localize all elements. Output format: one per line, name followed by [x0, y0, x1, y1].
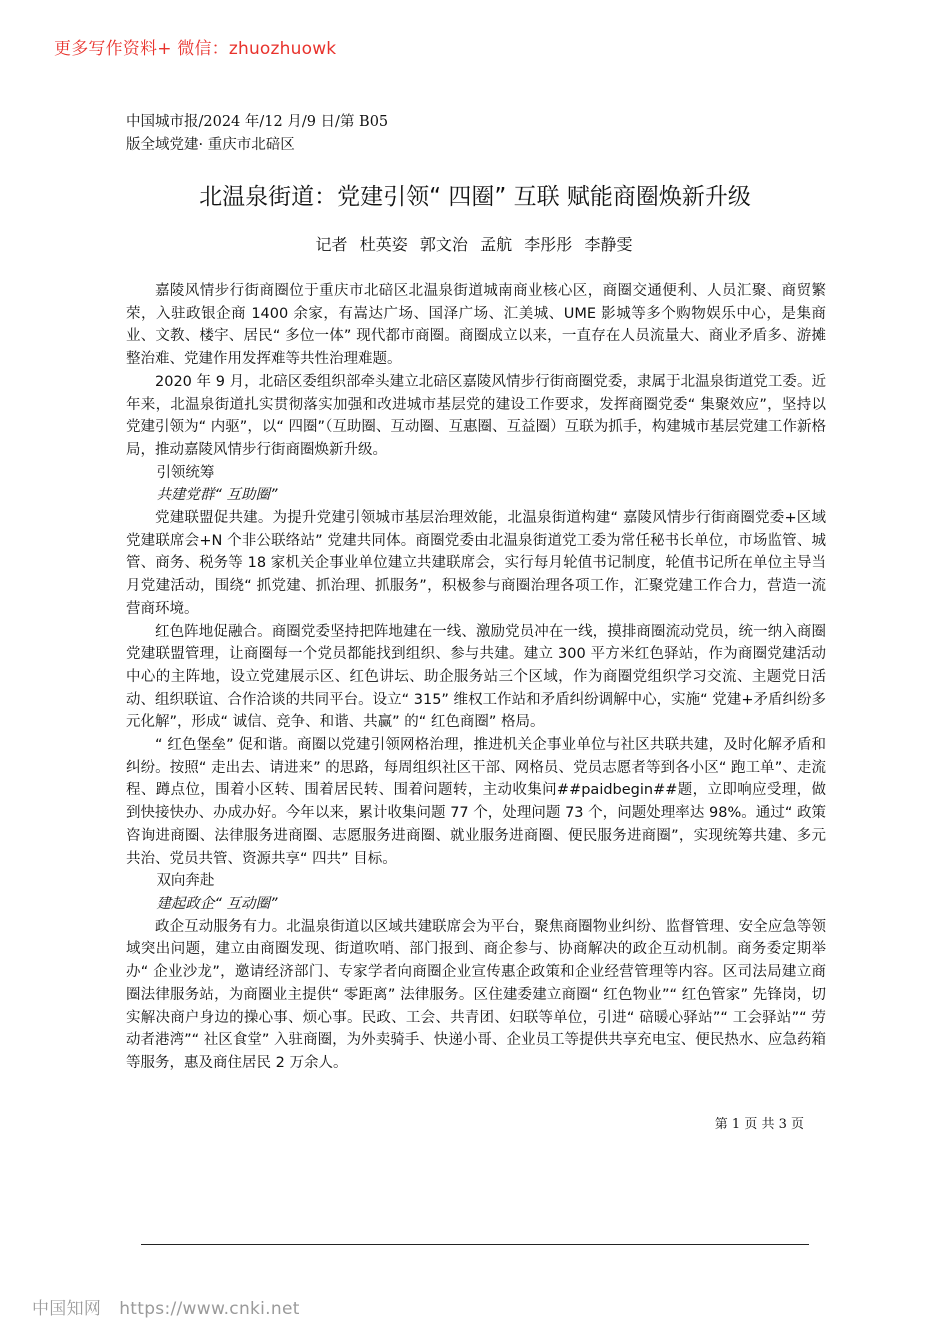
article-body: [126, 280, 826, 1075]
section-heading: 引领统筹: [156, 464, 215, 481]
author-name: 李静雯: [584, 235, 633, 254]
paragraph: 政企互动服务有力。北温泉街道以区域共建联席会为平台，聚焦商圈物业纠纷、监督管理、安全应急等领域突出问题，建立由商圈发现、街道吹哨、部门报到、商企参与、协商解决的政企互动机制。商务委定期举办“ 企业沙龙”，邀请经济部门、专家学者向商圈企业宣传惠企政策和企业经营管理等内容。区司法局建立商圈法律服务站，为商圈业主提供“ 零距离” 法律服务。区住建委建立商圈“ 红色物业”“ 红色管家” 先锋岗，切实解决商户身边的操心事、烦心事。民政、工会、共青团、妇联等单位，引进“ 碚暖心驿站”“ 工会驿站”“ 劳动者港湾”“ 社区食堂” 入驻商圈，为外卖骑手、快递小哥、企业员工等提供共享充电宝、便民热水、应急药箱等服务，惠及商住居民 2 万余人。: [126, 918, 826, 1071]
author-name: 孟航: [480, 235, 513, 254]
source-line-2: 版全域党建· 重庆市北碚区: [126, 137, 295, 153]
section-subheading: 建起政企“ 互动圈”: [156, 895, 278, 912]
author-name: 杜英姿: [359, 235, 408, 254]
section-subheading: 共建党群“ 互助圈”: [156, 487, 278, 504]
paragraph: 嘉陵风情步行街商圈位于重庆市北碚区北温泉街道城南商业核心区，商圈交通便利、人员汇聚、商贸繁荣，入驻政银企商 1400 余家，有嵩达广场、国泽广场、汇美城、UME 影城等多个购物娱乐中心，是集商业、文教、楼宇、居民“ 多位一体” 现代都市商圈。商圈成立以来，一直存在人员流量大、商业矛盾多、游摊整治难、党建作用发挥难等共性治理难题。: [126, 283, 826, 368]
author-name: 郭文治: [419, 235, 468, 254]
promo-banner: 更多写作资料+ 微信：zhuozhuowk: [54, 39, 337, 59]
article-title: 北温泉街道：党建引领“ 四圈” 互联 赋能商圈焕新升级: [199, 184, 751, 210]
watermark-url: https://www.cnki.net: [119, 1299, 300, 1319]
author-line: [0, 232, 950, 255]
paragraph: 2020 年 9 月，北碚区委组织部牵头建立北碚区嘉陵风情步行街商圈党委，隶属于北温泉街道党工委。近年来，北温泉街道扎实贯彻落实加强和改进城市基层党的建设工作要求，发挥商圈党委“ 集聚效应”，坚持以党建引领为“ 内驱”，以“ 四圈”（互助圈、互动圈、互惠圈、互益圈）互联为抓手，构建城市基层党建工作新格局，推动嘉陵风情步行街商圈焕新升级。: [126, 373, 826, 458]
author-label: 记者: [315, 235, 348, 254]
cnki-watermark: [32, 1294, 300, 1319]
watermark-site-name: 中国知网: [32, 1299, 102, 1319]
author-name: 李彤彤: [524, 235, 573, 254]
paragraph: 党建联盟促共建。为提升党建引领城市基层治理效能，北温泉街道构建“ 嘉陵风情步行街商圈党委+区域党建联席会+N 个非公联络站” 党建共同体。商圈党委由北温泉街道党工委为常任秘书长单位，市场监管、城管、商务、税务等 18 家机关企事业单位建立共建联席会，实行每月轮值书记制度，轮值书记所在单位主导当月党建活动，围绕“ 抓党建、抓治理、抓服务”，积极参与商圈治理各项工作，汇聚党建工作合力，营造一流营商环境。: [126, 510, 826, 617]
paragraph: 红色阵地促融合。商圈党委坚持把阵地建在一线、激励党员冲在一线，摸排商圈流动党员，统一纳入商圈党建联盟管理，让商圈每一个党员都能找到组织、参与共建。建立 300 平方米红色驿站，作为商圈党建活动中心的主阵地，设立党建展示区、红色讲坛、助企服务站三个区域，作为商圈党组织学习交流、主题党日活动、组织联谊、合作洽谈的共同平台。设立“ 315” 维权工作站和矛盾纠纷调解中心，实施“ 党建+矛盾纠纷多元化解”，形成“ 诚信、竞争、和谐、共赢” 的“ 红色商圈” 格局。: [126, 623, 826, 731]
source-line-1: 中国城市报/2024 年/12 月/9 日/第 B05: [126, 114, 389, 130]
section-heading: 双向奔赴: [156, 873, 215, 890]
paragraph: “ 红色堡垒” 促和谐。商圈以党建引领网格治理，推进机关企事业单位与社区共联共建，及时化解矛盾和纠纷。按照“ 走出去、请进来” 的思路，每周组织社区干部、网格员、党员志愿者等到各小区“ 跑工单”、走流程、蹲点位，围着小区转、围着居民转、围着问题转，主动收集问##paidbegin##题，立即响应受理，做到快接快办、办成办好。今年以来，累计收集问题 77 个，处理问题 73 个，问题处理率达 98%。通过“ 政策咨询进商圈、法律服务进商圈、志愿服务进商圈、就业服务进商圈、便民服务进商圈”，实现统筹共建、多元共治、党员共管、资源共享“ 四共” 目标。: [126, 737, 826, 867]
source-info: [126, 111, 546, 157]
page-number: 第 1 页 共 3 页: [714, 1117, 804, 1132]
footer-divider: [141, 1244, 809, 1245]
